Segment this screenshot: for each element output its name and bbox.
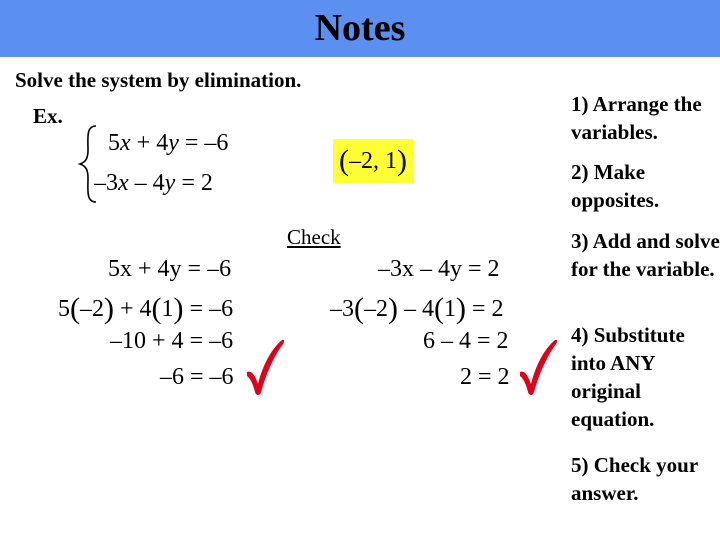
page-title: Notes: [314, 7, 406, 49]
solution-point: (–2, 1): [333, 139, 413, 183]
step-2: 2) Make opposites.: [571, 160, 660, 212]
system-equation-2: –3x – 4y = 2: [94, 170, 213, 196]
step-1: 1) Arrange the variables.: [571, 92, 702, 144]
left-check-line-4: –6 = –6: [160, 364, 234, 390]
right-check-line-2: –3(–2) – 4(1) = 2: [330, 292, 504, 325]
step-5: 5) Check your answer.: [571, 453, 698, 505]
right-check-line-3: 6 – 4 = 2: [423, 328, 509, 354]
step-3: 3) Add and solve for the variable.: [571, 229, 720, 281]
example-label: Ex.: [33, 104, 63, 128]
check-label: Check: [287, 225, 341, 249]
left-check-line-1: 5x + 4y = –6: [108, 256, 232, 282]
left-check-line-2: 5(–2) + 4(1) = –6: [58, 292, 234, 325]
left-check-line-3: –10 + 4 = –6: [110, 328, 234, 354]
title-bar: [0, 0, 720, 57]
instruction-text: Solve the system by elimination.: [15, 68, 302, 92]
steps-list: [571, 90, 720, 510]
checkmark-icon: [244, 336, 286, 398]
right-check-line-1: –3x – 4y = 2: [378, 256, 500, 282]
checkmark-icon: [517, 336, 559, 398]
right-check-line-4: 2 = 2: [460, 364, 510, 390]
system-equation-1: 5x + 4y = –6: [108, 130, 229, 156]
step-4: 4) Substitute into ANY original equation.: [571, 323, 685, 431]
